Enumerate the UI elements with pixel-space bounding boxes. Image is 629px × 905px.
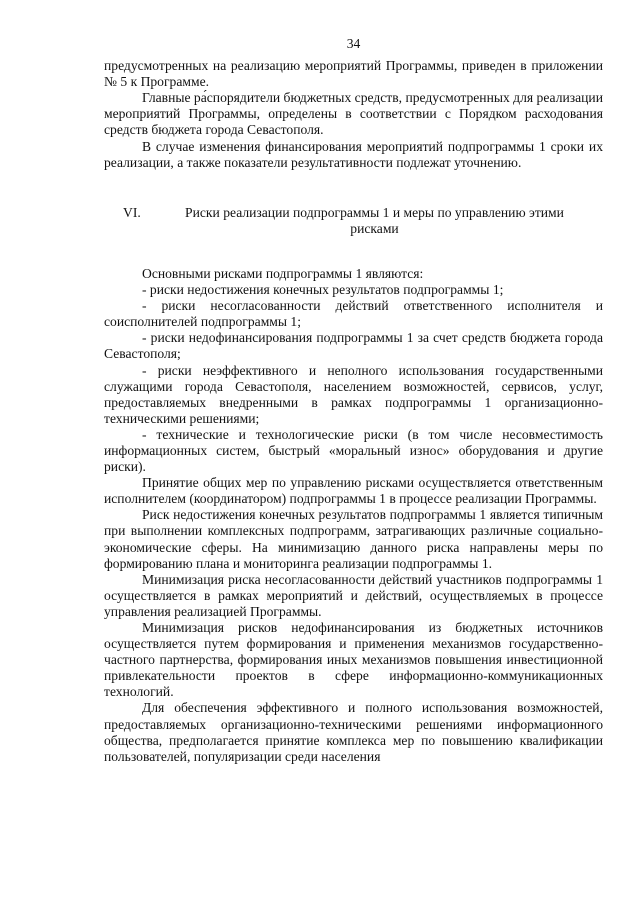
list-item: - риски недофинансирования подпрограммы 1 за счет средств бюджета города Севастополя; [104,330,603,362]
paragraph: Принятие общих мер по управлению рисками осуществляется ответственным исполнителем (координатором) подпрограммы 1 в процессе реализации Программы. [104,475,603,507]
paragraph: Риск недостижения конечных результатов подпрограммы 1 является типичным при выполнении комплексных подпрограмм, затрагивающих различные социально-экономические сферы. На минимизацию данного риска направлены меры по формированию плана и мониторинга реализации подпрограммы 1. [104,507,603,571]
paragraph: предусмотренных на реализацию мероприятий Программы, приведен в приложении № 5 к Программе. [104,58,603,90]
section-number: VI. [123,204,141,220]
document-page [104,36,603,765]
paragraph: Главные ра́спорядители бюджетных средств, предусмотренных для реализации мероприятий Программы, определены в соответствии с Порядком расходования средств бюджета города Севастополя. [104,90,603,138]
list-item: - риски неэффективного и неполного использования государственными служащими города Севастополя, населением возможностей, сервисов, услуг, предоставляемых внедренными в рамках подпрограммы 1 организационно-техническими решениями; [104,362,603,426]
section-body [104,266,603,765]
section-title: Риски реализации подпрограммы 1 и меры по управлению этими рисками [185,204,564,236]
paragraph: В случае изменения финансирования мероприятий подпрограммы 1 сроки их реализации, а также показатели результативности подлежат уточнению. [104,138,603,170]
paragraph: Основными рисками подпрограммы 1 являются: [142,265,424,281]
list-item: - риски недостижения конечных результатов подпрограммы 1; [142,282,504,298]
page-number: 34 [346,36,361,51]
intro-text [104,58,603,171]
list-item: - риски несогласованности действий ответственного исполнителя и соисполнителей подпрограммы 1; [104,298,603,330]
paragraph: Минимизация рисков недофинансирования из бюджетных источников осуществляется путем формирования и применения механизмов государственно-частного партнерства, формирования иных механизмов повышения инвестиционной привлекательности проектов в сфере информационно-коммуникационных технологий. [104,620,603,700]
section-heading [104,205,603,237]
list-item: - технические и технологические риски (в том числе несовместимость информационных систем, быстрый «моральный износ» оборудования и другие риски). [104,426,603,475]
paragraph: Минимизация риска несогласованности действий участников подпрограммы 1 осуществляется в рамках мероприятий и действий, осуществляемых в процессе управления реализацией Программы. [104,571,603,619]
paragraph: Для обеспечения эффективного и полного использования возможностей, предоставляемых организационно-техническими решениями информационного общества, предполагается принятие комплекса мер по повышению квалификации пользователей, популяризации среди населения [104,700,603,764]
